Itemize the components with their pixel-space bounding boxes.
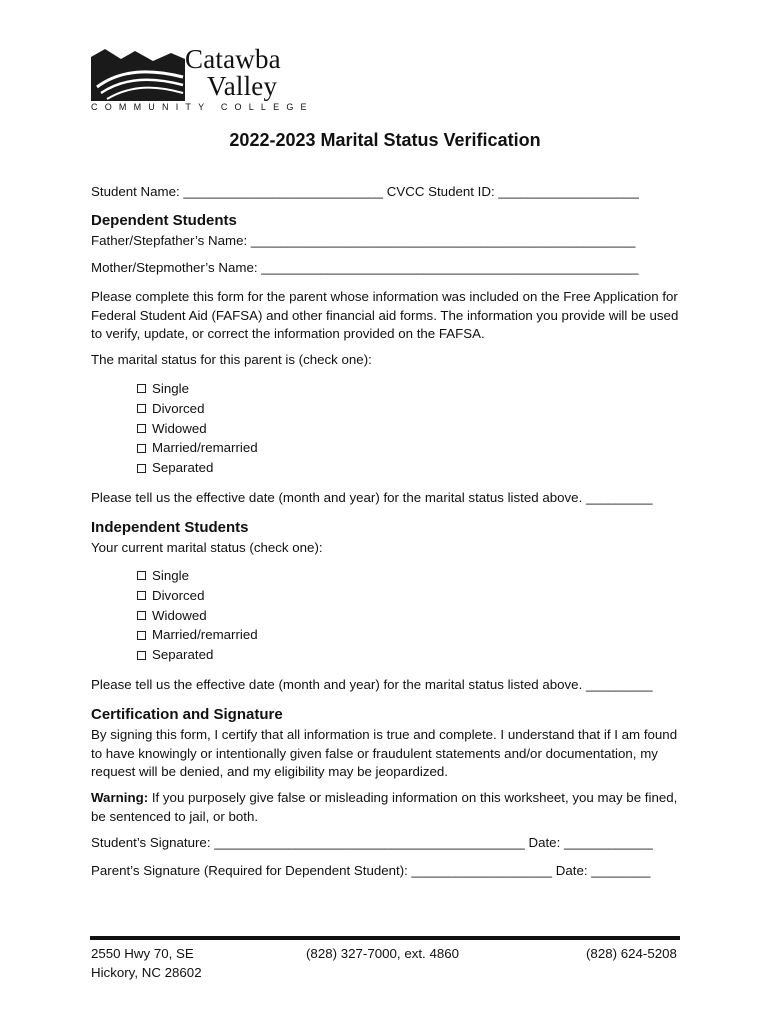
ind-option-married[interactable] [137,625,258,645]
checkbox[interactable] [137,591,146,600]
warning-paragraph [91,789,691,826]
ind-option-divorced[interactable] [137,586,258,606]
college-logo [89,44,314,117]
ind-option-widowed[interactable] [137,606,258,626]
option-label: Married/remarried [152,440,258,456]
option-label: Divorced [152,587,205,603]
option-label: Separated [152,647,214,663]
checkbox[interactable] [137,611,146,620]
dep-option-divorced[interactable] [137,399,258,419]
option-label: Single [152,568,189,583]
logo-subtitle: COMMUNITY COLLEGE [91,102,314,112]
logo-name-line1: Catawba [185,44,281,74]
checkbox[interactable] [137,384,146,393]
independent-date-line[interactable]: Please tell us the effective date (month and year) for the marital status listed above. _________ [91,677,653,692]
student-signature-line[interactable]: Student’s Signature: __________________________________________ Date: ____________ [91,835,653,850]
address-line2: Hickory, NC 28602 [91,964,202,980]
checkbox[interactable] [137,631,146,640]
ind-option-separated[interactable] [137,645,258,665]
footer-phone-main: (828) 327-7000, ext. 4860 [306,946,460,961]
dep-option-single[interactable] [137,379,258,399]
warning-text: If you purposely give false or misleading information on this worksheet, you may be fined, be sentenced to jail, or both. [91,790,678,824]
checkbox[interactable] [137,464,146,473]
father-name-line[interactable]: Father/Stepfather’s Name: ____________________________________________________ [91,233,636,248]
mother-name-line[interactable]: Mother/Stepmother’s Name: ___________________________________________________ [91,260,639,275]
checkbox[interactable] [137,424,146,433]
dep-option-widowed[interactable] [137,419,258,439]
dep-option-married[interactable] [137,438,258,458]
dependent-date-line[interactable]: Please tell us the effective date (month and year) for the marital status listed above. _________ [91,490,653,505]
footer-divider [90,936,680,940]
option-label: Single [152,381,189,396]
dep-option-separated[interactable] [137,458,258,478]
student-name-id-line[interactable]: Student Name: ___________________________ CVCC Student ID: ___________________ [91,184,639,199]
independent-heading: Independent Students [91,519,249,536]
independent-prompt: Your current marital status (check one): [91,540,323,555]
footer-address [91,945,202,982]
parent-signature-line[interactable]: Parent’s Signature (Required for Dependent Student): ___________________ Date: ________ [91,863,651,878]
dependent-status-options [137,379,258,478]
certification-heading: Certification and Signature [91,706,283,723]
warning-label: Warning: [91,790,149,805]
ind-option-single[interactable] [137,566,258,586]
option-label: Divorced [152,400,205,416]
certification-text: By signing this form, I certify that all information is true and complete. I understand that if I am found to have knowingly or intentionally given false or fraudulent statements and/or documentation, my request will be denied, and my eligibility may be jeopardized. [91,727,678,779]
mountain-logo-icon [91,47,185,101]
checkbox[interactable] [137,444,146,453]
logo-name-line2: Valley [207,71,278,101]
option-label: Married/remarried [152,627,258,643]
option-label: Widowed [152,607,207,623]
address-line1: 2550 Hwy 70, SE [91,946,194,961]
dependent-prompt: The marital status for this parent is (check one): [91,352,372,367]
option-label: Widowed [152,420,207,436]
independent-status-options [137,566,258,665]
checkbox[interactable] [137,651,146,660]
checkbox[interactable] [137,571,146,580]
option-label: Separated [152,460,214,476]
checkbox[interactable] [137,404,146,413]
footer-phone-alt: (828) 624-5208 [586,946,677,961]
form-title: 2022-2023 Marital Status Verification [229,130,541,150]
dependent-instructions: Please complete this form for the parent whose information was included on the Free Application for Federal Student Aid (FAFSA) and other financial aid forms. The information you provide will be used to verify, update, or correct the information provided on the FAFSA. [91,289,679,341]
dependent-heading: Dependent Students [91,212,237,229]
